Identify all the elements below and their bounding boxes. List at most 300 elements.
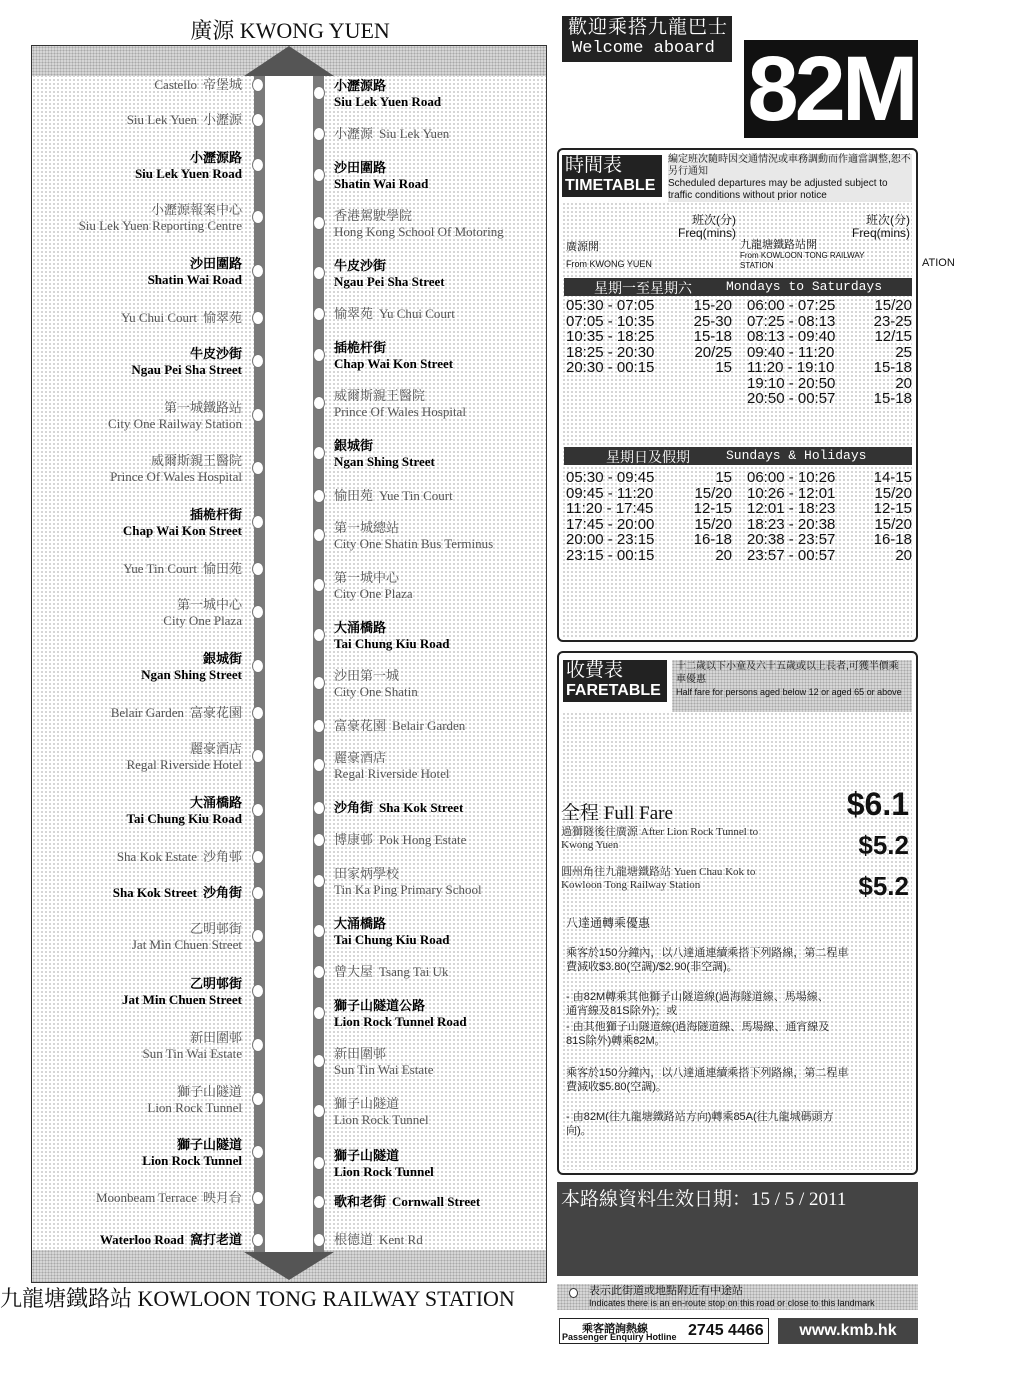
left-stop-en: Belair Garden: [110, 705, 184, 720]
freq-header-right: [842, 214, 910, 240]
left-stop: [110, 453, 242, 485]
frequency: 20: [715, 546, 732, 564]
stop-marker-icon: [252, 78, 264, 92]
right-stop-zh: 大涌橋路: [334, 916, 387, 931]
stop-marker-icon: [313, 719, 325, 733]
right-stop-en: Tai Chung Kiu Road: [334, 636, 450, 651]
left-stop-zh: 小瀝源報案中心: [150, 202, 242, 217]
fare-label-2: 過獅隧後往廣源 After Lion Rock Tunnel to Kwong Yuen: [561, 826, 759, 851]
right-stop-en: Ngan Shing Street: [334, 454, 435, 469]
left-stop: [132, 921, 242, 953]
right-stop-zh: 插桅杆街: [334, 340, 387, 355]
from-kwong-yuen: [566, 239, 652, 273]
left-stop: [148, 256, 242, 288]
left-stop: [111, 705, 242, 721]
left-stop-en: Ngan Shing Street: [141, 667, 242, 682]
right-stop-zh: 香港駕駛學院: [334, 208, 413, 223]
timetable-row: [566, 329, 914, 344]
stop-marker-icon: [252, 929, 264, 943]
departure-time: 23:15 - 00:15: [566, 546, 655, 564]
right-stop: [334, 388, 466, 420]
right-stop-en: City One Plaza: [334, 586, 413, 601]
right-stop: [334, 1148, 434, 1180]
right-stop-zh: 新田圍邨: [334, 1046, 387, 1061]
departure-time: 17:45 - 20:00: [566, 515, 655, 533]
left-stop-zh: 窩打老道: [189, 1232, 242, 1247]
frequency: 25-30: [693, 312, 732, 330]
left-stop: [108, 400, 242, 432]
right-stop-zh: 沙角街: [334, 800, 374, 815]
stop-marker-icon: [313, 965, 325, 979]
right-stop: [334, 800, 463, 816]
faretable-dots: [562, 712, 912, 1170]
right-stop-zh: 麗豪酒店: [334, 750, 387, 765]
stop-marker-icon: [252, 749, 264, 763]
right-stop-zh: 第一城總站: [334, 520, 400, 535]
left-stop-en: Jat Min Chuen Street: [131, 937, 242, 952]
departure-time: 19:10 - 20:50: [747, 374, 836, 392]
right-stop-en: Chap Wai Kon Street: [334, 356, 454, 371]
stop-marker-icon: [313, 1195, 325, 1209]
from-kowloon-tong: [740, 239, 880, 271]
origin-title: 廣源 KWONG YUEN: [190, 18, 390, 43]
right-stop-en: Pok Hong Estate: [379, 832, 467, 847]
left-stop-en: Ngau Pei Sha Street: [131, 362, 242, 377]
right-stop-row: [334, 306, 455, 322]
welcome-box: [562, 16, 732, 62]
stop-marker-icon: [252, 408, 264, 422]
octopus-line-1: 乘客於150分鐘內，以八達通連續乘搭下列路線，第二程車費減收$3.80(空調)/$2.90(非空調)。: [566, 947, 849, 973]
stop-marker-icon: [252, 461, 264, 475]
stop-marker-icon: [313, 216, 325, 230]
left-stop-en: Lion Rock Tunnel: [142, 1153, 242, 1168]
right-stop: [334, 668, 418, 700]
left-stop-zh: 牛皮沙街: [189, 346, 242, 361]
frequency: 20: [895, 374, 912, 392]
right-stop-zh: 沙田第一城: [334, 668, 400, 683]
left-stop-zh: 愉田苑: [202, 561, 242, 576]
stop-marker-icon: [313, 924, 325, 938]
right-stop-en: Prince Of Wales Hospital: [334, 404, 466, 419]
stop-marker-icon: [252, 1092, 264, 1106]
stop-marker-icon: [313, 1156, 325, 1170]
stop-marker-icon: [252, 1233, 264, 1247]
website-link[interactable]: www.kmb.hk: [778, 1318, 918, 1344]
stop-marker-icon: [252, 158, 264, 172]
timetable-notice-en: Scheduled departures may be adjusted subject to traffic conditions without prior notice: [668, 178, 888, 201]
left-stop-zh: 銀城街: [202, 651, 242, 666]
stop-marker-icon: [313, 1233, 325, 1247]
left-stop-zh: 沙角邨: [202, 849, 242, 864]
stop-marker-icon: [569, 1288, 578, 1298]
stop-marker-icon: [252, 850, 264, 864]
left-stop-zh: 第一城中心: [176, 597, 242, 612]
departure-time: 18:23 - 20:38: [747, 515, 836, 533]
hotline-zh: 乘客諮詢熱線: [582, 1323, 648, 1335]
arrow-down-icon: [244, 1252, 334, 1280]
frequency: 15/20: [874, 297, 912, 314]
departure-time: 10:35 - 18:25: [566, 328, 655, 345]
weekday-zh: 星期一至星期六: [594, 282, 692, 297]
freq-zh: 班次(分): [692, 213, 736, 227]
departure-time: 08:13 - 09:40: [747, 328, 836, 345]
right-stop-zh: 歌和老街: [334, 1194, 387, 1209]
right-stop: [334, 998, 467, 1030]
right-stop: [334, 78, 441, 110]
col2-en: From KOWLOON TONG RAILWAY STATION: [740, 251, 865, 270]
stop-marker-icon: [252, 113, 264, 127]
left-stop-en: Waterloo Road: [99, 1232, 184, 1247]
right-stop-zh: 曾大屋: [334, 964, 374, 979]
right-stop-zh: 沙田圍路: [334, 160, 387, 175]
right-stop-en: Siu Lek Yuen: [379, 126, 450, 141]
timetable-notice: [668, 154, 912, 202]
right-stop: [334, 340, 453, 372]
octopus-line-5: - 由82M(往九龍塘鐵路站方向)轉乘85A(往九龍城碼頭方向)。: [566, 1111, 834, 1137]
left-stop-zh: 新田圍邨: [189, 1030, 242, 1045]
left-stop-en: City One Plaza: [163, 613, 242, 628]
right-stop: [334, 258, 445, 290]
right-stop-row: [334, 1194, 480, 1210]
stop-marker-icon: [313, 1104, 325, 1118]
left-stop-en: Sun Tin Wai Estate: [142, 1046, 242, 1061]
route-line-gap: [265, 74, 313, 1254]
right-stop: [334, 750, 450, 782]
departure-time: 05:30 - 07:05: [566, 297, 655, 314]
left-stop-zh: 沙角街: [202, 885, 242, 900]
frequency: 15-20: [693, 297, 732, 314]
right-stop-en: Lion Rock Tunnel: [334, 1164, 434, 1179]
left-stop-en: Sha Kok Street: [112, 885, 197, 900]
right-stop: [334, 1046, 433, 1078]
right-stop-en: Lion Rock Tunnel: [334, 1112, 429, 1127]
fare-value-3: $5.2: [858, 871, 909, 901]
frequency: 15-18: [693, 328, 732, 345]
hotline-number[interactable]: 2745 4466: [688, 1322, 764, 1339]
left-stop-zh: 小瀝源路: [189, 150, 242, 165]
left-stop-row: [121, 310, 242, 326]
left-stop-en: Moonbeam Terrace: [95, 1190, 197, 1205]
stop-marker-icon: [313, 528, 325, 542]
col2-zh: 九龍塘鐵路站開: [740, 239, 817, 251]
right-stop-en: Sun Tin Wai Estate: [334, 1062, 434, 1077]
stop-marker-icon: [313, 266, 325, 280]
holiday-zh: 星期日及假期: [606, 451, 690, 466]
right-stop-en: City One Shatin: [334, 684, 418, 699]
right-stop: [334, 520, 493, 552]
stop-marker-icon: [313, 578, 325, 592]
departure-time: 07:25 - 08:13: [747, 312, 836, 330]
left-stop: [142, 1137, 242, 1169]
left-stop-row: [111, 705, 242, 721]
departure-time: 06:00 - 10:26: [747, 469, 836, 486]
destination-title: 九龍塘鐵路站 KOWLOON TONG RAILWAY STATION: [0, 1286, 515, 1311]
right-stop-zh: 小瀝源路: [334, 78, 387, 93]
col1-en: From KWONG YUEN: [566, 259, 652, 269]
right-stop-row: [334, 718, 465, 734]
left-stop: [127, 112, 242, 128]
left-stop-en: Tai Chung Kiu Road: [126, 811, 242, 826]
timetable-row: [566, 517, 914, 532]
right-stop-en: Tsang Tai Uk: [379, 964, 449, 979]
right-stop-row: [334, 964, 448, 980]
right-stop-en: Tin Ka Ping Primary School: [334, 882, 482, 897]
stop-marker-icon: [313, 446, 325, 460]
departure-time: 09:45 - 11:20: [566, 484, 654, 502]
right-stop: [334, 964, 448, 980]
frequency: 15-18: [873, 390, 912, 407]
right-stop-en: Belair Garden: [392, 718, 466, 733]
right-stop-en: Kent Rd: [379, 1232, 423, 1247]
right-stop-zh: 愉翠苑: [334, 306, 374, 321]
right-stop: [334, 160, 428, 192]
left-stop-row: [127, 112, 242, 128]
right-stop: [334, 916, 450, 948]
left-stop-zh: 映月台: [202, 1190, 242, 1205]
route-number: 82M: [744, 40, 918, 138]
fare-label-full: 全程 Full Fare: [561, 803, 673, 824]
right-stop-row: [334, 800, 463, 816]
right-stop-zh: 獅子山隧道公路: [334, 998, 426, 1013]
col2-overflow: ATION: [922, 257, 955, 269]
right-stop-en: Lion Rock Tunnel Road: [334, 1014, 467, 1029]
left-stop: [141, 651, 242, 683]
right-stop: [334, 488, 453, 504]
legend-en: Indicates there is an en-route stop on this road or close to this landmark: [589, 1298, 875, 1308]
left-stop-zh: 獅子山隧道: [176, 1137, 242, 1152]
frequency: 12/15: [874, 328, 912, 345]
right-stop-zh: 銀城街: [334, 438, 374, 453]
timetable-row: [566, 298, 914, 313]
octopus-title: 八達通轉乘優惠: [566, 916, 651, 930]
right-stop: [334, 1232, 423, 1248]
freq-en: Freq(mins): [677, 226, 736, 240]
timetable-title-en: TIMETABLE: [565, 177, 656, 194]
stop-marker-icon: [313, 127, 325, 141]
right-stop-zh: 田家炳學校: [334, 866, 400, 881]
departure-time: 11:20 - 17:45: [566, 500, 654, 517]
left-stop-en: Siu Lek Yuen Reporting Centre: [78, 218, 242, 233]
hotline-box: [559, 1318, 769, 1344]
right-stop: [334, 866, 482, 898]
right-stop: [334, 1194, 480, 1210]
timetable-row: [566, 376, 914, 391]
right-stop: [334, 718, 465, 734]
stop-marker-icon: [252, 354, 264, 368]
frequency: 15-18: [873, 359, 912, 376]
left-stop: [121, 310, 242, 326]
left-stop: [131, 346, 242, 378]
left-stop-zh: 獅子山隧道: [176, 1084, 242, 1099]
freq-zh: 班次(分): [866, 213, 910, 227]
frequency: 16-18: [873, 531, 912, 548]
right-stop-row: [334, 832, 466, 848]
departure-time: 06:00 - 07:25: [747, 297, 836, 314]
frequency: 15: [715, 359, 732, 376]
left-stop: [79, 202, 242, 234]
stop-marker-icon: [313, 628, 325, 642]
left-stop-en: Chap Wai Kon Street: [122, 523, 242, 538]
left-stop-zh: 威爾斯親王醫院: [150, 453, 242, 468]
left-stop: [123, 507, 242, 539]
departure-time: 11:20 - 19:10: [747, 359, 835, 376]
left-stop-en: Yu Chui Court: [121, 310, 197, 325]
right-stop: [334, 208, 504, 240]
left-stop: [100, 1232, 242, 1248]
right-stop-zh: 大涌橋路: [334, 620, 387, 635]
stop-marker-icon: [313, 874, 325, 888]
welcome-zh: 歡迎乘搭九龍巴士: [568, 17, 729, 38]
right-stop: [334, 438, 435, 470]
right-stop-en: Sha Kok Street: [379, 800, 464, 815]
stop-marker-icon: [252, 803, 264, 817]
left-stop-zh: 麗豪酒店: [189, 741, 242, 756]
frequency: 12-15: [873, 500, 912, 517]
frequency: 14-15: [873, 469, 912, 486]
stop-marker-icon: [313, 833, 325, 847]
frequency: 15/20: [694, 515, 732, 533]
left-stop-zh: 大涌橋路: [189, 795, 242, 810]
right-stop: [334, 570, 413, 602]
concession-note: [672, 660, 912, 712]
frequency: 16-18: [693, 531, 732, 548]
octopus-line-3: - 由其他獅子山隧道線(過海隧道線、馬場線、通宵線及81S除外)轉乘82M。: [566, 1021, 830, 1047]
left-stop-row: [96, 1190, 242, 1206]
hotline-en: Passenger Enquiry Hotline: [562, 1332, 677, 1342]
departure-time: 20:00 - 23:15: [566, 531, 655, 548]
right-stop-zh: 小瀝源: [334, 126, 374, 141]
stop-marker-icon: [252, 264, 264, 278]
timetable-row: [566, 391, 914, 406]
right-stop-en: Cornwall Street: [392, 1194, 481, 1209]
left-stop: [113, 885, 242, 901]
departure-time: 10:26 - 12:01: [747, 484, 836, 502]
departure-time: 05:30 - 09:45: [566, 469, 655, 486]
left-stop-zh: 沙田圍路: [189, 256, 242, 271]
stop-marker-icon: [252, 515, 264, 529]
arrow-up-icon: [244, 46, 334, 76]
stop-marker-icon: [252, 311, 264, 325]
right-stop-zh: 富豪花園: [334, 718, 387, 733]
timetable-row: [566, 532, 914, 547]
left-stop: [117, 849, 242, 865]
stop-marker-icon: [252, 1191, 264, 1205]
left-stop: [127, 795, 243, 827]
stop-marker-icon: [252, 886, 264, 900]
concession-en: Half fare for persons aged below 12 or aged 65 or above: [676, 687, 902, 697]
right-stop-en: Yue Tin Court: [379, 488, 453, 503]
frequency: 20/25: [694, 343, 732, 361]
left-stop-row: [123, 561, 242, 577]
stop-marker-icon: [313, 1054, 325, 1068]
weekday-bar: [564, 278, 912, 296]
left-stop-en: Siu Lek Yuen: [126, 112, 197, 127]
left-stop-en: Shatin Wai Road: [147, 272, 242, 287]
faretable-title-zh: 收費表: [566, 660, 624, 681]
right-stop-en: Yu Chui Court: [379, 306, 455, 321]
left-stop: [154, 77, 242, 93]
left-stop-row: [113, 885, 242, 901]
departure-time: 09:40 - 11:20: [747, 343, 835, 361]
effective-date: 本路線資料生效日期：15 / 5 / 2011: [561, 1189, 847, 1210]
effective-box: [557, 1182, 918, 1276]
octopus-line-2: - 由82M轉乘其他獅子山隧道線(過海隧道線、馬場線、通宵線及81S除外)；或: [566, 991, 829, 1017]
right-stop-zh: 愉田苑: [334, 488, 374, 503]
frequency: 15/20: [874, 515, 912, 533]
fare-value-2: $5.2: [858, 830, 909, 860]
right-stop-en: Tai Chung Kiu Road: [334, 932, 450, 947]
left-stop-en: Yue Tin Court: [123, 561, 197, 576]
timetable-row: [566, 345, 914, 360]
departure-time: 18:25 - 20:30: [566, 343, 655, 361]
stop-marker-icon: [252, 984, 264, 998]
timetable-title: [562, 155, 662, 197]
right-stop-zh: 牛皮沙街: [334, 258, 387, 273]
departure-time: 12:01 - 18:23: [747, 500, 836, 517]
right-stop: [334, 832, 466, 848]
stop-marker-icon: [252, 659, 264, 673]
welcome-en: Welcome aboard: [572, 39, 715, 58]
right-stop: [334, 620, 450, 652]
left-stop: [96, 1190, 242, 1206]
right-stop-en: Shatin Wai Road: [334, 176, 429, 191]
stop-marker-icon: [313, 168, 325, 182]
timetable-row: [566, 314, 914, 329]
right-stop: [334, 1096, 429, 1128]
left-stop-zh: 乙明邨街: [189, 921, 242, 936]
left-stop: [163, 597, 242, 629]
frequency: 25: [895, 343, 912, 361]
left-stop-zh: 小瀝源: [202, 112, 242, 127]
left-stop-zh: 乙明邨街: [189, 976, 242, 991]
stop-marker-icon: [252, 1038, 264, 1052]
right-stop-zh: 威爾斯親王醫院: [334, 388, 426, 403]
left-stop-en: Jat Min Chuen Street: [121, 992, 242, 1007]
right-stop-en: Hong Kong School Of Motoring: [334, 224, 504, 239]
departure-time: 20:50 - 00:57: [747, 390, 836, 407]
left-stop-en: Sha Kok Estate: [116, 849, 197, 864]
departure-time: 23:57 - 00:57: [747, 546, 836, 564]
fare-label-3: 圓州角往九龍塘鐵路站 Yuen Chau Kok to Kowloon Tong Railway Station: [561, 866, 756, 891]
legend-zh: 表示此街道或地點附近有中途站: [589, 1285, 743, 1297]
right-stop-zh: 根德道: [334, 1232, 374, 1247]
left-stop-zh: 第一城鐵路站: [163, 400, 242, 415]
stop-marker-icon: [313, 86, 325, 100]
right-stop-zh: 獅子山隧道: [334, 1096, 400, 1111]
frequency: 15: [715, 469, 732, 486]
right-stop-zh: 博康邨: [334, 832, 374, 847]
legend: [557, 1284, 918, 1310]
timetable-row: [566, 501, 914, 516]
right-stop-en: Regal Riverside Hotel: [334, 766, 450, 781]
frequency: 23-25: [873, 312, 912, 330]
stop-marker-icon: [313, 1006, 325, 1020]
stop-marker-icon: [252, 706, 264, 720]
frequency: 15/20: [874, 484, 912, 502]
right-stop-en: Siu Lek Yuen Road: [334, 94, 442, 109]
timetable-notice-zh: 編定班次隨時因交通情況或車務調動而作適當調整,恕不另行通知: [668, 154, 911, 177]
left-stop: [147, 1084, 242, 1116]
stop-marker-icon: [313, 307, 325, 321]
faretable-title-en: FARETABLE: [566, 682, 661, 699]
left-stop-row: [117, 849, 242, 865]
right-stop: [334, 306, 455, 322]
freq-en: Freq(mins): [851, 226, 910, 240]
timetable-row: [566, 486, 914, 501]
timetable-row: [566, 548, 914, 563]
stop-marker-icon: [252, 605, 264, 619]
stop-marker-icon: [313, 489, 325, 503]
